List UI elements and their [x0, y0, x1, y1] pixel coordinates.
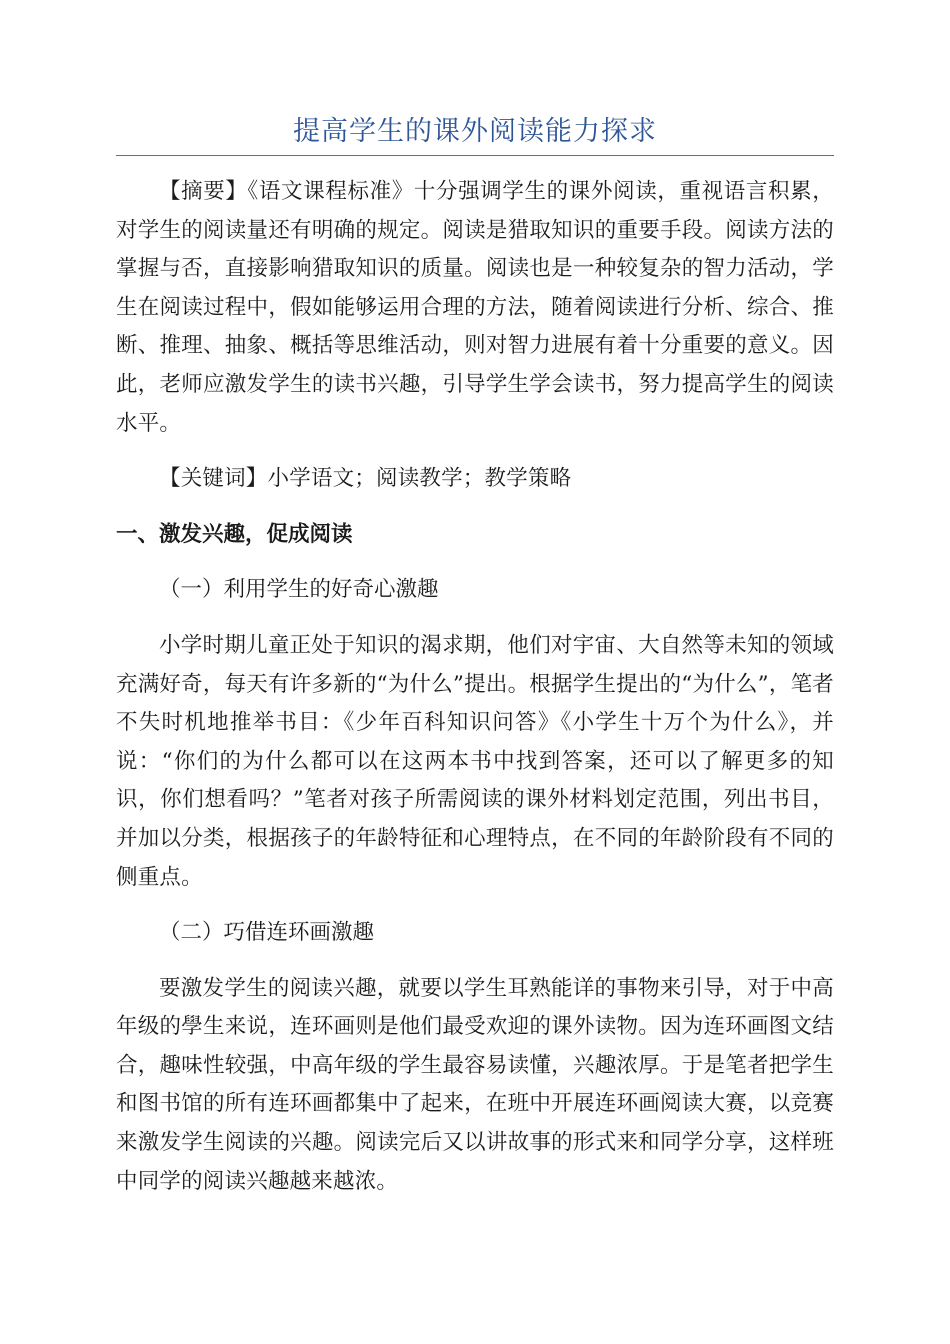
document-body: [116, 173, 834, 1201]
subsection-heading-2: （二）巧借连环画激趣: [159, 920, 375, 946]
subsection-paragraph-2: 要激发学生的阅读兴趣，就要以学生耳熟能详的事物来引导，对于中高年级的學生来说，连环画则是他们最受欢迎的课外读物。因为连环画图文结合，趣味性较强，中高年级的学生最容易读懂，兴趣浓厚。于是笔者把学生和图书馆的所有连环画都集中了起来，在班中开展连环画阅读大赛，以竞赛来激发学生阅读的兴趣。阅读完后又以讲故事的形式来和同学分享，这样班中同学的阅读兴趣越来越浓。: [116, 975, 834, 1194]
title-underline: [116, 155, 834, 156]
keywords-paragraph: 【关键词】小学语文；阅读教学；教学策略: [159, 466, 572, 492]
subsection-paragraph-1: 小学时期儿童正处于知识的渴求期，他们对宇宙、大自然等未知的领域充满好奇，每天有许多新的“为什么”提出。根据学生提出的“为什么”，笔者不失时机地推举书目：《少年百科知识问答》《小学生十万个为什么》，并说：“你们的为什么都可以在这两本书中找到答案，还可以了解更多的知识，你们想看吗？”笔者对孩子所需阅读的课外材料划定范围，列出书目，并加以分类，根据孩子的年龄特征和心理特点，在不同的年龄阶段有不同的侧重点。: [116, 632, 834, 890]
section-heading: 一、激发兴趣，促成阅读: [116, 521, 353, 547]
subsection-heading-1: （一）利用学生的好奇心激趣: [159, 577, 439, 603]
abstract-paragraph: 【摘要】《语文课程标准》十分强调学生的课外阅读，重视语言积累，对学生的阅读量还有明确的规定。阅读是猎取知识的重要手段。阅读方法的掌握与否，直接影响猎取知识的质量。阅读也是一种较复杂的智力活动，学生在阅读过程中，假如能够运用合理的方法，随着阅读进行分析、综合、推断、推理、抽象、概括等思维活动，则对智力进展有着十分重要的意义。因此，老师应激发学生的读书兴趣，引导学生学会读书，努力提高学生的阅读水平。: [116, 179, 834, 436]
document-title: 提高学生的课外阅读能力探求: [293, 116, 657, 147]
